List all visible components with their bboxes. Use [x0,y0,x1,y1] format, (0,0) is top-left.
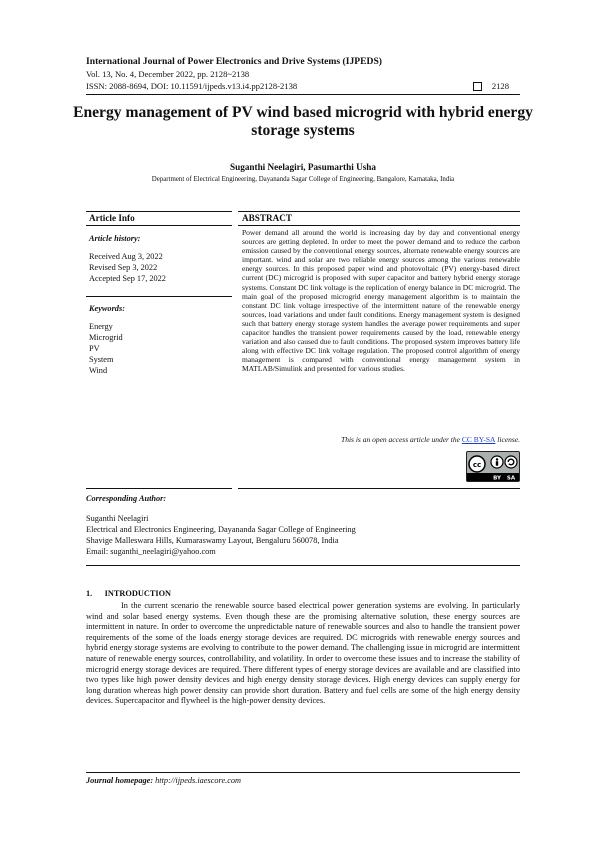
article-info-bottom-rule [86,488,232,489]
abstract-text: Power demand all around the world is increasing day by day and conventional energy sources are getting depleted. In order to meet the power demand and to reduce the carbon emission caused by the conventional energy sources, alternate renewable energy sources are important. wind and solar are two reliable energy sources among the various renewable energy sources. In this proposed paper wind and photovoltaic (PV) energy-based direct current (DC) microgrid is proposed with super capacitor and battery hybrid energy storage systems. Constant DC link voltage is the replication of energy balance in DC microgrid. The main goal of the proposed microgrid energy management algorithm is to maintain the constant DC link voltage irrespective of the intermittent nature of the renewable energy sources, load variations and under fault conditions. Energy management system is designed such that battery energy storage system handles the average power requirements and super capacitor handles the transient power requirements caused by the load, renewable energy variation and also caused due to fault conditions. The proposed system improves battery life along with effective DC link voltage regulation. The proposed control algorithm of energy management is compared with conventional energy management system in MATLAB/Simulink and presented for various studies. [242,228,520,374]
keyword: System [89,355,114,364]
keywords-list [89,321,123,376]
square-icon [473,82,482,91]
history-accepted: Accepted Sep 17, 2022 [89,274,166,283]
section-heading: 1. INTRODUCTION [86,589,172,598]
keyword: Microgrid [89,333,123,342]
keyword: Wind [89,366,108,375]
keyword: Energy [89,322,113,331]
footer-label: Journal homepage [86,776,151,785]
article-info-rule [86,225,232,226]
open-access-note [242,435,520,444]
footer-url[interactable]: http://ijpeds.iaescore.com [155,776,242,785]
history-revised: Revised Sep 3, 2022 [89,263,158,272]
volume-line: Vol. 13, No. 4, December 2022, pp. 2128~2138 [86,69,250,79]
history-heading: Article history: [89,234,141,243]
paper-title: Energy management of PV wind based microgrid with hybrid energy storage systems [73,104,533,139]
issn-line: ISSN: 2088-8694, DOI: 10.11591/ijpeds.v13.i4.pp2128-2138 [86,81,298,91]
journal-name: International Journal of Power Electronics and Drive Systems (IJPEDS) [86,56,382,67]
history-rule [86,296,232,297]
sa-label: SA [506,475,516,482]
introduction-text [86,601,520,707]
corresponding-body [86,513,356,557]
header-rule [86,94,520,95]
history-list [89,251,166,284]
abstract-heading: ABSTRACT [242,213,293,223]
history-received: Received Aug 3, 2022 [89,252,163,261]
corresponding-address: Shavige Malleswara Hills, Kumaraswamy Layout, Bengaluru 560078, India [86,536,339,545]
corresponding-heading: Corresponding Author: [86,494,167,503]
cc-label: cc [472,461,482,469]
page-number: 2128 [491,81,509,91]
corresponding-dept: Electrical and Electronics Engineering, Dayananda Sagar College of Engineering [86,525,356,534]
article-info-top-rule [86,211,232,212]
footer-rule [86,772,520,773]
open-access-prefix: This is an open access article under the [341,435,462,444]
authors: Suganthi Neelagiri, Pasumarthi Usha [230,162,376,172]
abstract-top-rule [238,211,520,212]
article-info-heading: Article Info [89,213,135,223]
introduction-paragraph: In the current scenario the renewable source based electrical power generation systems are evolving. In particularly wind and solar based energy systems. Even though these are the promising alternative solution, these energy sources are intermittent in nature. In order to overcome the unpredictable nature of renewable sources and also to handle the transient power requirements of the some of the loads energy storage devices are required. DC microgrids with renewable energy sources and hybrid energy storage systems are evolving to contribute to the power demand. The challenging issue in microgrid are intermittent nature of renewable energy sources, controllability, and volatility. In order to overcome these issues and to increase the stability of microgrid energy storage devices are required. There different types of energy storage devices are available and are classified into two types like high power density devices and high energy density storage devices. High energy devices can supply energy for long duration whereas high power density can provide short duration. Battery and fuel cells are some of the high energy density devices. Supercapacitor and flywheel is the high-power density devices. [86,601,520,706]
open-access-suffix: license. [495,435,520,444]
keyword: PV [89,344,100,353]
by-label: BY [493,475,501,482]
corresponding-name: Suganthi Neelagiri [86,514,149,523]
footer: Journal homepage: http://ijpeds.iaescore.com [86,776,242,785]
abstract-rule [238,225,520,226]
keywords-heading: Keywords: [89,304,125,313]
affiliation: Department of Electrical Engineering, Dayananda Sagar College of Engineering, Bangalore, Karnataka, India [151,176,455,183]
abstract-bottom-rule [238,488,520,489]
cc-by-sa-badge-icon[interactable] [466,451,520,482]
corresponding-email: Email: suganthi_neelagiri@yahoo.com [86,547,216,556]
license-link[interactable]: CC BY-SA [461,435,496,444]
corresponding-rule [86,565,520,566]
page-number-group [473,81,509,91]
